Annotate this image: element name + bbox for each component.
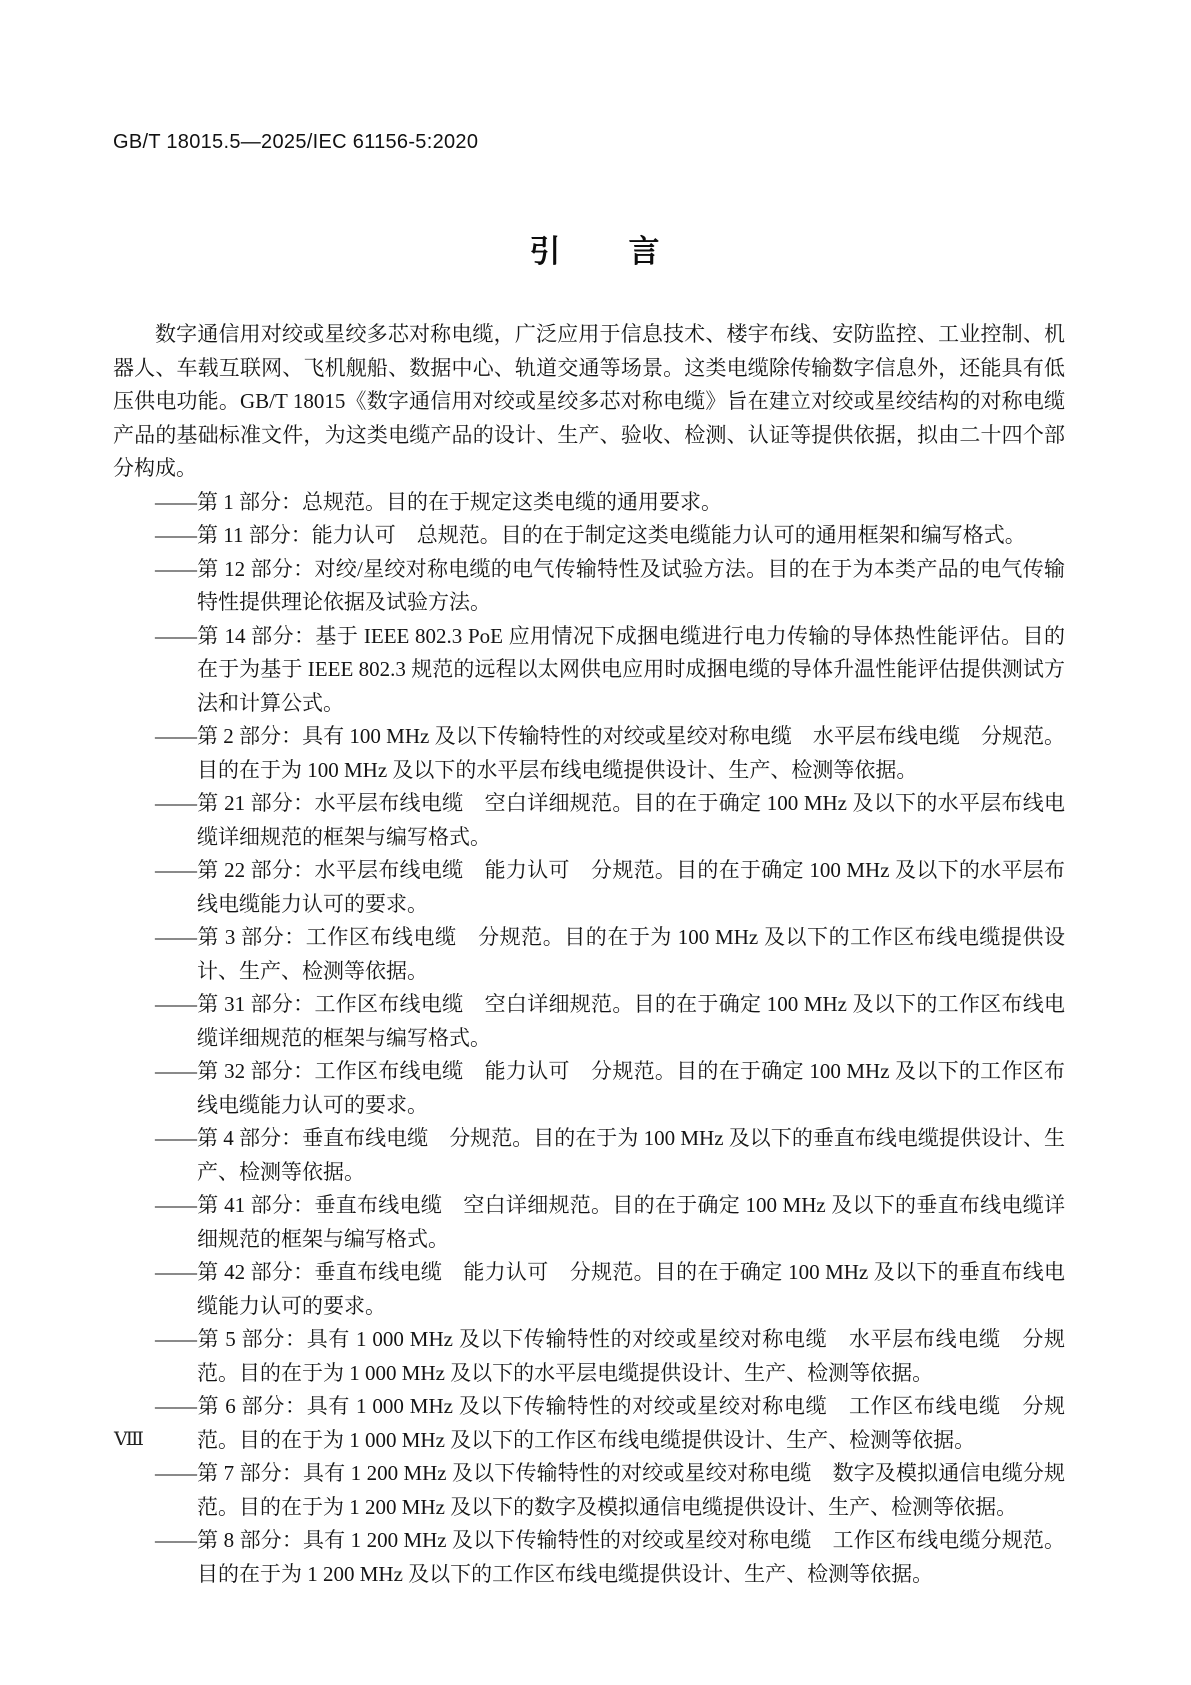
list-item: ——第 42 部分：垂直布线电缆 能力认可 分规范。目的在于确定 100 MHz 及以下的垂直布线电缆能力认可的要求。 (155, 1260, 1065, 1318)
standard-number-header: GB/T 18015.5—2025/IEC 61156-5:2020 (113, 131, 479, 153)
list-item: ——第 3 部分：工作区布线电缆 分规范。目的在于为 100 MHz 及以下的工作区布线电缆提供设计、生产、检测等依据。 (155, 925, 1065, 983)
list-item: ——第 21 部分：水平层布线电缆 空白详细规范。目的在于确定 100 MHz 及以下的水平层布线电缆详细规范的框架与编写格式。 (155, 791, 1065, 849)
list-item: ——第 2 部分：具有 100 MHz 及以下传输特性的对绞或星绞对称电缆 水平层布线电缆 分规范。目的在于为 100 MHz 及以下的水平层布线电缆提供设计、生产、检测等依据。 (155, 724, 1065, 782)
list-item: ——第 41 部分：垂直布线电缆 空白详细规范。目的在于确定 100 MHz 及以下的垂直布线电缆详细规范的框架与编写格式。 (155, 1193, 1065, 1251)
list-item: ——第 7 部分：具有 1 200 MHz 及以下传输特性的对绞或星绞对称电缆 数字及模拟通信电缆分规范。目的在于为 1 200 MHz 及以下的数字及模拟通信电缆提供设计、生产、检测等依据。 (155, 1461, 1065, 1519)
document-body (113, 318, 1065, 1591)
list-item: ——第 12 部分：对绞/星绞对称电缆的电气传输特性及试验方法。目的在于为本类产品的电气传输特性提供理论依据及试验方法。 (155, 556, 1065, 614)
list-item: ——第 1 部分：总规范。目的在于规定这类电缆的通用要求。 (155, 489, 722, 514)
parts-list (113, 486, 1065, 1592)
list-item: ——第 4 部分：垂直布线电缆 分规范。目的在于为 100 MHz 及以下的垂直布线电缆提供设计、生产、检测等依据。 (155, 1126, 1065, 1184)
page-number: Ⅷ (114, 1429, 144, 1450)
list-item: ——第 5 部分：具有 1 000 MHz 及以下传输特性的对绞或星绞对称电缆 水平层布线电缆 分规范。目的在于为 1 000 MHz 及以下的水平层电缆提供设计、生产、检测等依据。 (155, 1327, 1065, 1385)
list-item: ——第 32 部分：工作区布线电缆 能力认可 分规范。目的在于确定 100 MHz 及以下的工作区布线电缆能力认可的要求。 (155, 1059, 1065, 1117)
list-item: ——第 14 部分：基于 IEEE 802.3 PoE 应用情况下成捆电缆进行电力传输的导体热性能评估。目的在于为基于 IEEE 802.3 规范的远程以太网供电应用时成捆电缆的导体升温性能评估提供测试方法和计算公式。 (155, 623, 1065, 715)
list-item: ——第 11 部分：能力认可 总规范。目的在于制定这类电缆能力认可的通用框架和编写格式。 (155, 523, 1026, 547)
list-item: ——第 22 部分：水平层布线电缆 能力认可 分规范。目的在于确定 100 MHz 及以下的水平层布线电缆能力认可的要求。 (155, 858, 1065, 916)
page-title: 引 言 (529, 234, 662, 269)
list-item: ——第 8 部分：具有 1 200 MHz 及以下传输特性的对绞或星绞对称电缆 工作区布线电缆分规范。目的在于为 1 200 MHz 及以下的工作区布线电缆提供设计、生产、检测等依据。 (155, 1528, 1065, 1586)
list-item: ——第 31 部分：工作区布线电缆 空白详细规范。目的在于确定 100 MHz 及以下的工作区布线电缆详细规范的框架与编写格式。 (155, 992, 1065, 1050)
intro-paragraph: 数字通信用对绞或星绞多芯对称电缆，广泛应用于信息技术、楼宇布线、安防监控、工业控制、机器人、车载互联网、飞机舰船、数据中心、轨道交通等场景。这类电缆除传输数字信息外，还能具有低压供电功能。GB/T 18015《数字通信用对绞或星绞多芯对称电缆》旨在建立对绞或星绞结构的对称电缆产品的基础标准文件，为这类电缆产品的设计、生产、验收、检测、认证等提供依据，拟由二十四个部分构成。 (113, 322, 1065, 480)
list-item: ——第 6 部分：具有 1 000 MHz 及以下传输特性的对绞或星绞对称电缆 工作区布线电缆 分规范。目的在于为 1 000 MHz 及以下的工作区布线电缆提供设计、生产、检测等依据。 (155, 1394, 1065, 1452)
